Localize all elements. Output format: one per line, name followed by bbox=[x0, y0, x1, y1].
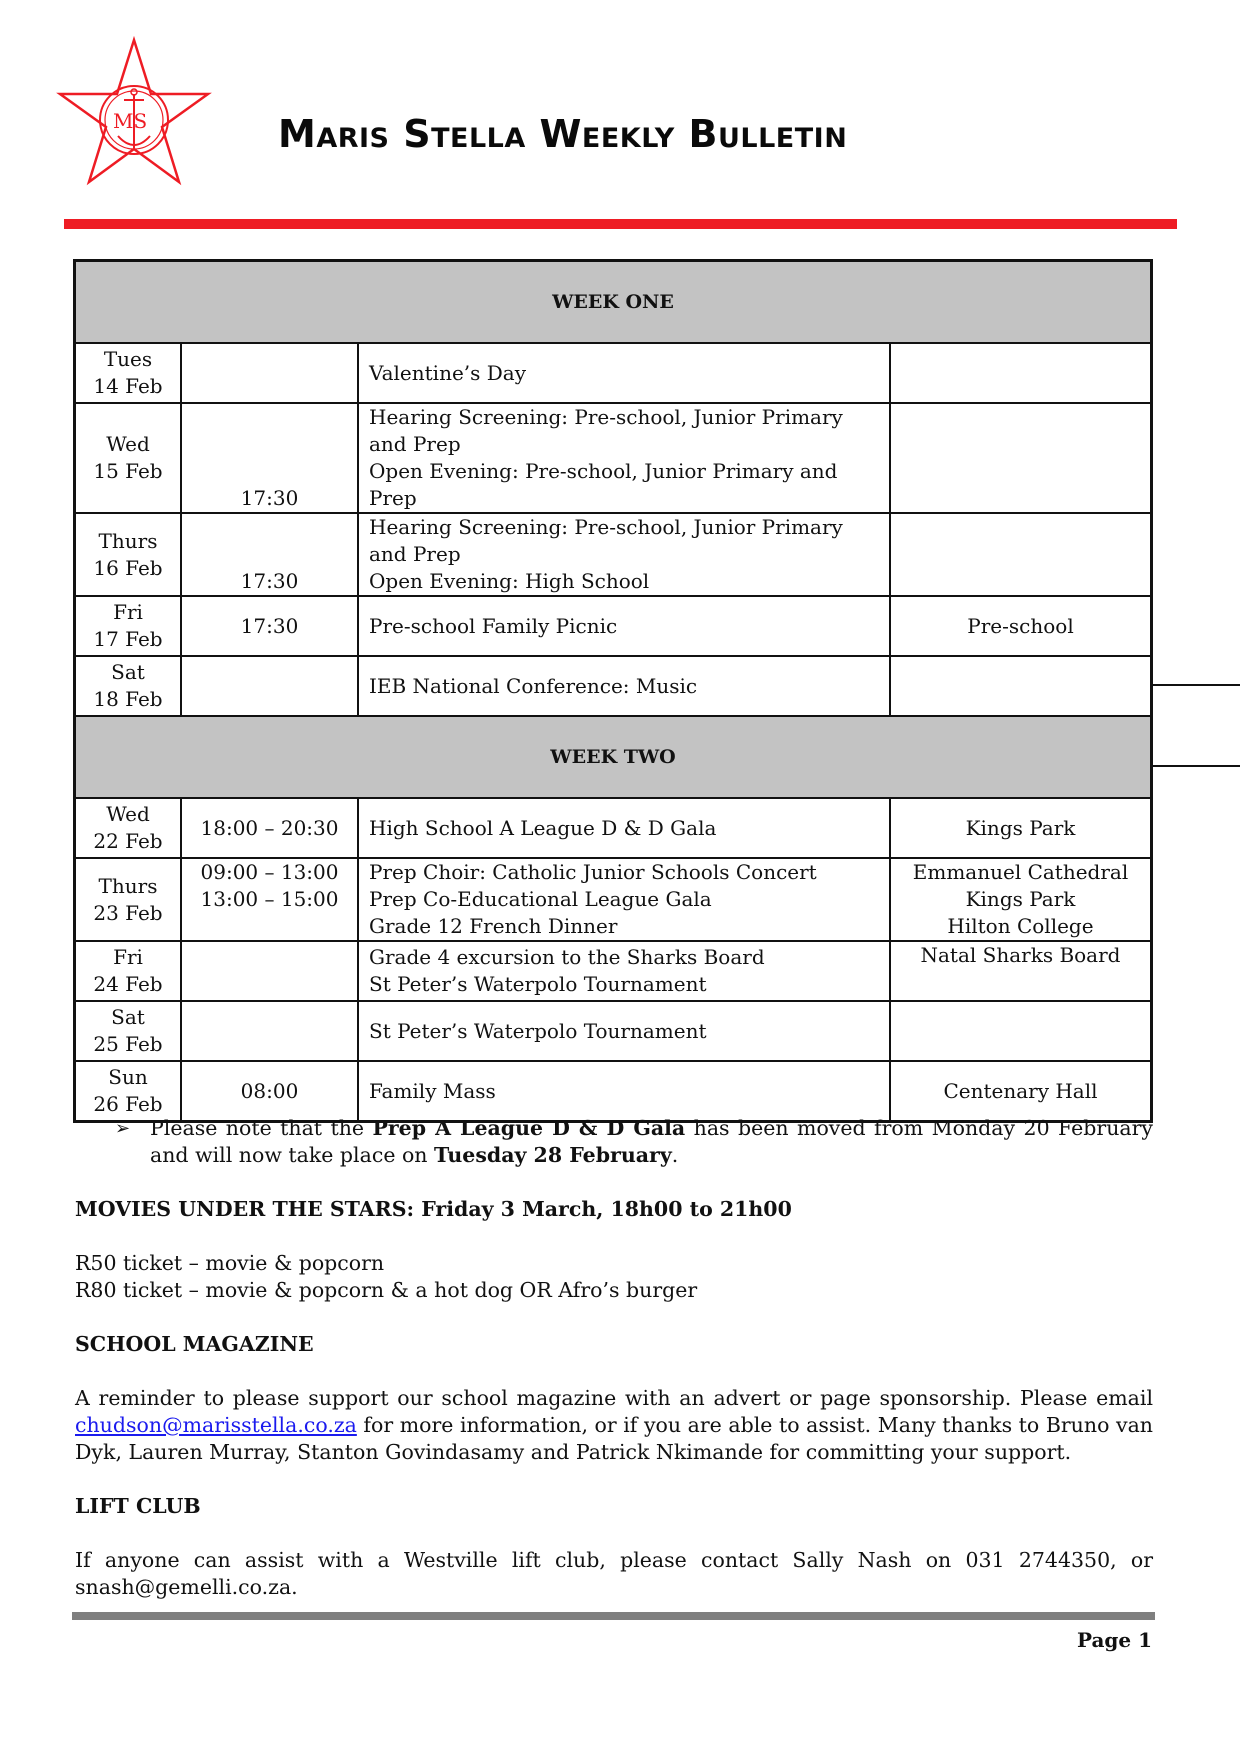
week-two-label: WEEK TWO bbox=[75, 716, 1152, 798]
table-row bbox=[75, 343, 1152, 403]
day-cell: Fri 24 Feb bbox=[75, 941, 182, 1001]
time-cell bbox=[181, 343, 358, 403]
table-row bbox=[75, 1001, 1152, 1061]
event-cell: Hearing Screening: Pre-school, Junior Primary and Prep Open Evening: High School bbox=[358, 513, 890, 596]
venue-cell: Centenary Hall bbox=[890, 1061, 1152, 1122]
venue-cell: Emmanuel Cathedral Kings Park Hilton College bbox=[890, 858, 1152, 941]
table-row bbox=[75, 596, 1152, 656]
table-row bbox=[75, 798, 1152, 858]
magazine-paragraph: A reminder to please support our school magazine with an advert or page sponsorship. Please email chudson@marisstella.co.za for more information, or if you are able to assist. Many thanks to Bruno van Dyk, Lauren Murray, Stanton Govindasamy and Patrick Nkimande for committing your support. bbox=[75, 1386, 1153, 1464]
event-cell: IEB National Conference: Music bbox=[358, 656, 890, 716]
week-two-bottom-border-extension bbox=[1153, 765, 1240, 767]
event-cell: High School A League D & D Gala bbox=[358, 798, 890, 858]
time-cell: 09:00 – 13:00 13:00 – 15:00 bbox=[181, 858, 358, 941]
venue-cell bbox=[890, 656, 1152, 716]
logo-letters: MS bbox=[113, 109, 148, 133]
event-cell: Hearing Screening: Pre-school, Junior Primary and Prep Open Evening: Pre-school, Junior Primary and Prep bbox=[358, 403, 890, 513]
day-cell: Fri 17 Feb bbox=[75, 596, 182, 656]
week-one-label: WEEK ONE bbox=[75, 261, 1152, 344]
day-cell: Wed 22 Feb bbox=[75, 798, 182, 858]
footer-divider bbox=[72, 1612, 1155, 1620]
time-cell bbox=[181, 941, 358, 1001]
ticket-option-1: R50 ticket – movie & popcorn bbox=[75, 1251, 385, 1275]
venue-cell bbox=[890, 343, 1152, 403]
day-cell: Sat 18 Feb bbox=[75, 656, 182, 716]
venue-cell: Kings Park bbox=[890, 798, 1152, 858]
venue-cell: Pre-school bbox=[890, 596, 1152, 656]
time-cell bbox=[181, 656, 358, 716]
day-cell: Sat 25 Feb bbox=[75, 1001, 182, 1061]
lift-club-paragraph: If anyone can assist with a Westville lift club, please contact Sally Nash on 031 2744350, or snash@gemelli.co.za. bbox=[75, 1548, 1153, 1599]
school-crest-logo bbox=[56, 36, 212, 192]
time-cell: 18:00 – 20:30 bbox=[181, 798, 358, 858]
time-cell: 17:30 bbox=[181, 596, 358, 656]
venue-cell: Natal Sharks Board bbox=[890, 941, 1152, 1001]
week-two-top-border-extension bbox=[1153, 684, 1240, 686]
time-cell: 08:00 bbox=[181, 1061, 358, 1122]
venue-cell bbox=[890, 1001, 1152, 1061]
table-row bbox=[75, 941, 1152, 1001]
time-cell: 17:30 bbox=[181, 403, 358, 513]
page-number: Page 1 bbox=[1076, 1628, 1152, 1652]
event-cell: Valentine’s Day bbox=[358, 343, 890, 403]
venue-cell bbox=[890, 513, 1152, 596]
table-row bbox=[75, 656, 1152, 716]
bulletin-title: Maris Stella Weekly Bulletin bbox=[278, 112, 848, 156]
table-row bbox=[75, 513, 1152, 596]
week-one-header-row bbox=[75, 261, 1152, 344]
day-cell: Wed 15 Feb bbox=[75, 403, 182, 513]
header-divider bbox=[64, 219, 1177, 229]
event-cell: Family Mass bbox=[358, 1061, 890, 1122]
time-cell bbox=[181, 1001, 358, 1061]
event-cell: Grade 4 excursion to the Sharks Board St Peter’s Waterpolo Tournament bbox=[358, 941, 890, 1001]
table-row bbox=[75, 1061, 1152, 1122]
magazine-email-link[interactable]: chudson@marisstella.co.za bbox=[75, 1413, 357, 1437]
day-cell: Thurs 23 Feb bbox=[75, 858, 182, 941]
magazine-heading: SCHOOL MAGAZINE bbox=[75, 1332, 314, 1356]
table-row bbox=[75, 403, 1152, 513]
table-row bbox=[75, 858, 1152, 941]
arrow-bullet-icon: ➢ bbox=[115, 1118, 131, 1139]
schedule-table bbox=[73, 259, 1153, 1123]
day-cell: Sun 26 Feb bbox=[75, 1061, 182, 1122]
day-cell: Thurs 16 Feb bbox=[75, 513, 182, 596]
lift-club-heading: LIFT CLUB bbox=[75, 1494, 201, 1518]
time-cell: 17:30 bbox=[181, 513, 358, 596]
movies-heading: MOVIES UNDER THE STARS: Friday 3 March, 18h00 to 21h00 bbox=[75, 1197, 792, 1221]
gala-notice: ➢ Please note that the Prep A League D & D Gala has been moved from Monday 20 February and will now take place on Tuesday 28 February. bbox=[115, 1116, 1154, 1167]
ticket-option-2: R80 ticket – movie & popcorn & a hot dog OR Afro’s burger bbox=[75, 1278, 698, 1302]
event-cell: Prep Choir: Catholic Junior Schools Concert Prep Co-Educational League Gala Grade 12 French Dinner bbox=[358, 858, 890, 941]
bulletin-content bbox=[75, 1115, 1153, 1601]
week-two-header-row bbox=[75, 716, 1152, 798]
event-cell: Pre-school Family Picnic bbox=[358, 596, 890, 656]
venue-cell bbox=[890, 403, 1152, 513]
day-cell: Tues 14 Feb bbox=[75, 343, 182, 403]
event-cell: St Peter’s Waterpolo Tournament bbox=[358, 1001, 890, 1061]
